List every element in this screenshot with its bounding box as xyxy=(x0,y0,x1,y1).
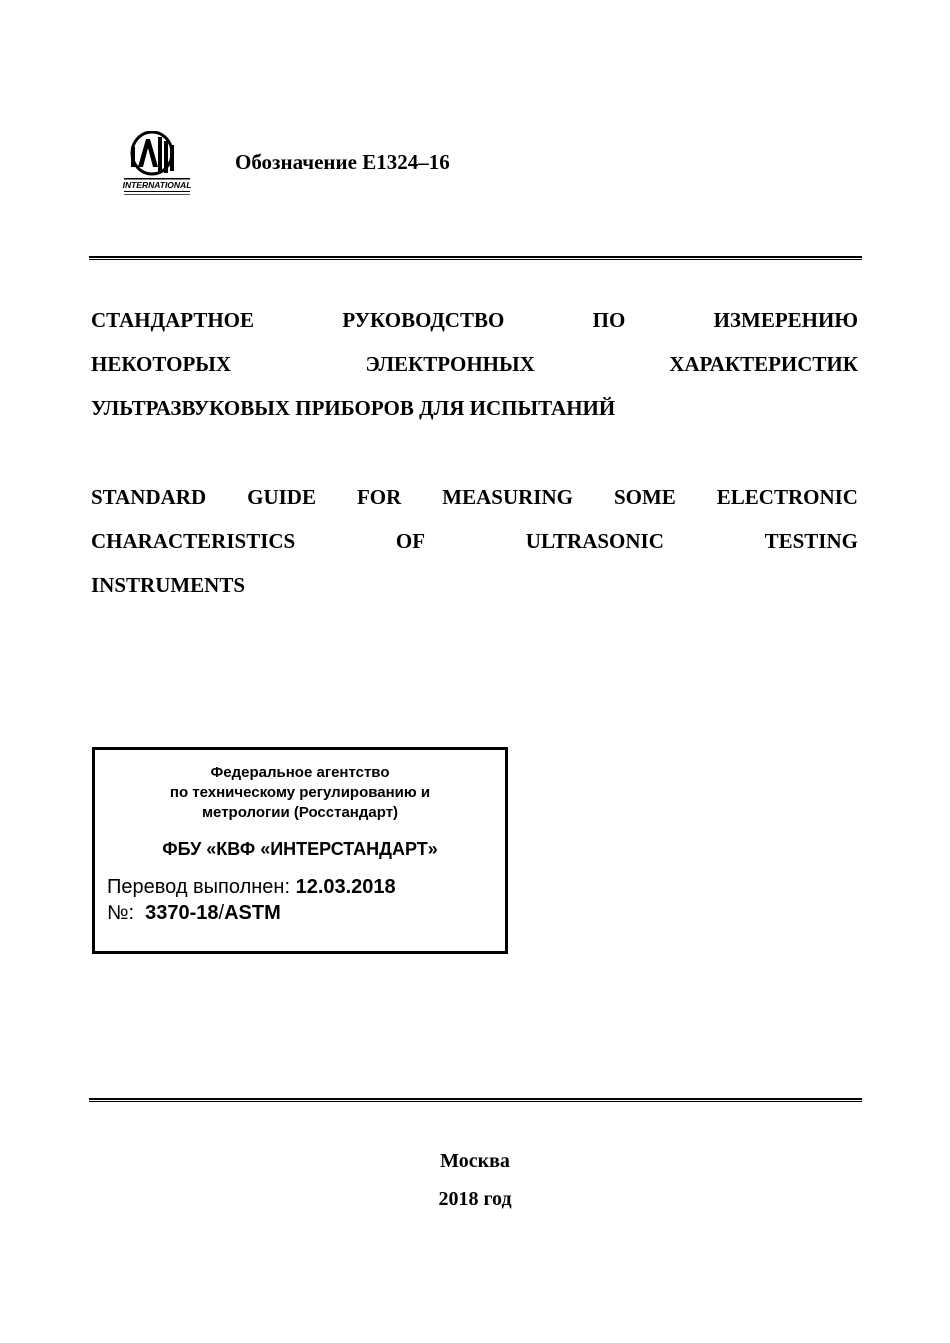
title-ru-line-2: НЕКОТОРЫХ ЭЛЕКТРОННЫХ ХАРАКТЕРИСТИК xyxy=(91,352,858,376)
title-en-line-1: STANDARD GUIDE FOR MEASURING SOME ELECTRONIC xyxy=(91,485,858,509)
title-en-line-2: CHARACTERISTICS OF ULTRASONIC TESTING xyxy=(91,529,858,553)
divider-bottom xyxy=(89,1098,862,1103)
stamp-number-row: №: 3370-18/ASTM xyxy=(107,902,281,924)
title-russian xyxy=(91,298,858,430)
title-en-line-3: INSTRUMENTS xyxy=(91,573,246,597)
stamp-agency: Федеральное агентство по техническому регулированию и метрологии (Росстандарт) xyxy=(169,764,431,821)
designation: Обозначение E1324–16 xyxy=(235,150,450,174)
stamp-translated-date: 12.03.2018 xyxy=(295,876,396,898)
astm-logo-caption: INTERNATIONAL xyxy=(122,180,192,190)
stamp-organization: ФБУ «КВФ «ИНТЕРСТАНДАРТ» xyxy=(162,839,438,859)
divider-top xyxy=(89,256,862,261)
footer-year: 2018 год xyxy=(438,1188,512,1210)
stamp-translation-info xyxy=(107,874,505,926)
astm-logo-icon xyxy=(114,131,196,199)
title-english xyxy=(91,475,858,607)
translation-stamp xyxy=(92,747,508,954)
stamp-number-value: 3370-18 xyxy=(145,902,219,924)
footer-city: Москва xyxy=(440,1150,510,1172)
title-ru-line-1: СТАНДАРТНОЕ РУКОВОДСТВО ПО ИЗМЕРЕНИЮ xyxy=(91,308,858,332)
stamp-translated-row: Перевод выполнен: 12.03.2018 xyxy=(107,876,396,898)
title-ru-line-3: УЛЬТРАЗВУКОВЫХ ПРИБОРОВ ДЛЯ ИСПЫТАНИЙ xyxy=(91,396,616,420)
